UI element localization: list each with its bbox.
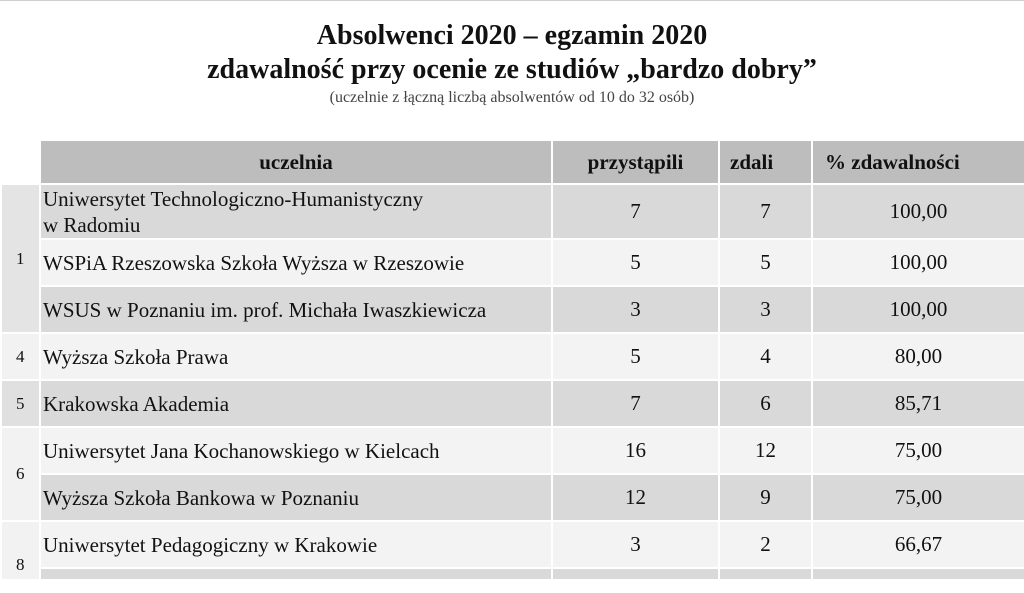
rank-cell: 6: [1, 427, 40, 521]
university-cell: [40, 568, 552, 580]
page-title-line2: zdawalność przy ocenie ze studiów „bardzo dobry”: [207, 54, 817, 85]
pass-rate-cell: 66,67: [812, 521, 1024, 568]
table-row: [1, 521, 1024, 568]
university-cell: Wyższa Szkoła Bankowa w Poznaniu: [40, 474, 552, 521]
passed-cell: [719, 568, 812, 580]
table-row: [1, 239, 1024, 286]
header-pass-rate: % zdawalności: [812, 140, 1024, 184]
university-cell: [40, 184, 552, 239]
top-border-line: [0, 0, 1024, 1]
university-cell: Krakowska Akademia: [40, 380, 552, 427]
pass-rate-cell: 80,00: [812, 333, 1024, 380]
header-passed: zdali: [719, 140, 812, 184]
passed-cell: 12: [719, 427, 812, 474]
pass-rate-cell: 75,00: [812, 474, 1024, 521]
pass-rate-cell: [812, 568, 1024, 580]
attempted-cell: 3: [552, 521, 719, 568]
header-rank-cell: [1, 140, 40, 184]
table-row: [1, 380, 1024, 427]
attempted-cell: 7: [552, 184, 719, 239]
attempted-cell: 16: [552, 427, 719, 474]
header-university: uczelnia: [40, 140, 552, 184]
results-table: [0, 139, 1024, 581]
table-header-row: [1, 140, 1024, 184]
university-cell: WSUS w Poznaniu im. prof. Michała Iwaszkiewicza: [40, 286, 552, 333]
rank-cell: 5: [1, 380, 40, 427]
pass-rate-cell: 85,71: [812, 380, 1024, 427]
attempted-cell: [552, 568, 719, 580]
passed-cell: 7: [719, 184, 812, 239]
passed-cell: 9: [719, 474, 812, 521]
rank-cell: 1: [1, 184, 40, 333]
table-row: [1, 184, 1024, 239]
table-row: [1, 474, 1024, 521]
passed-cell: 3: [719, 286, 812, 333]
attempted-cell: 5: [552, 333, 719, 380]
passed-cell: 5: [719, 239, 812, 286]
page-title: Absolwenci 2020 – egzamin 2020: [316, 20, 708, 51]
pass-rate-cell: 100,00: [812, 184, 1024, 239]
table-row: [1, 286, 1024, 333]
university-cell: Wyższa Szkoła Prawa: [40, 333, 552, 380]
attempted-cell: 3: [552, 286, 719, 333]
pass-rate-cell: 100,00: [812, 286, 1024, 333]
attempted-cell: 7: [552, 380, 719, 427]
passed-cell: 6: [719, 380, 812, 427]
pass-rate-cell: 75,00: [812, 427, 1024, 474]
passed-cell: 2: [719, 521, 812, 568]
table-row: [1, 333, 1024, 380]
rank-cell: 8: [1, 521, 40, 580]
university-cell: Uniwersytet Pedagogiczny w Krakowie: [40, 521, 552, 568]
page-subtitle: (uczelnie z łączną liczbą absolwentów od 10 do 32 osób): [329, 89, 695, 106]
university-name-line1: Uniwersytet Technologiczno-Humanistyczny: [43, 186, 424, 211]
university-cell: Uniwersytet Jana Kochanowskiego w Kielcach: [40, 427, 552, 474]
table-row-partial: [1, 568, 1024, 580]
rank-cell: 4: [1, 333, 40, 380]
table-row: [1, 427, 1024, 474]
header-attempted: przystąpili: [552, 140, 719, 184]
attempted-cell: 12: [552, 474, 719, 521]
passed-cell: 4: [719, 333, 812, 380]
attempted-cell: 5: [552, 239, 719, 286]
university-cell: WSPiA Rzeszowska Szkoła Wyższa w Rzeszowie: [40, 239, 552, 286]
pass-rate-cell: 100,00: [812, 239, 1024, 286]
university-name-line2: w Radomiu: [43, 212, 141, 237]
